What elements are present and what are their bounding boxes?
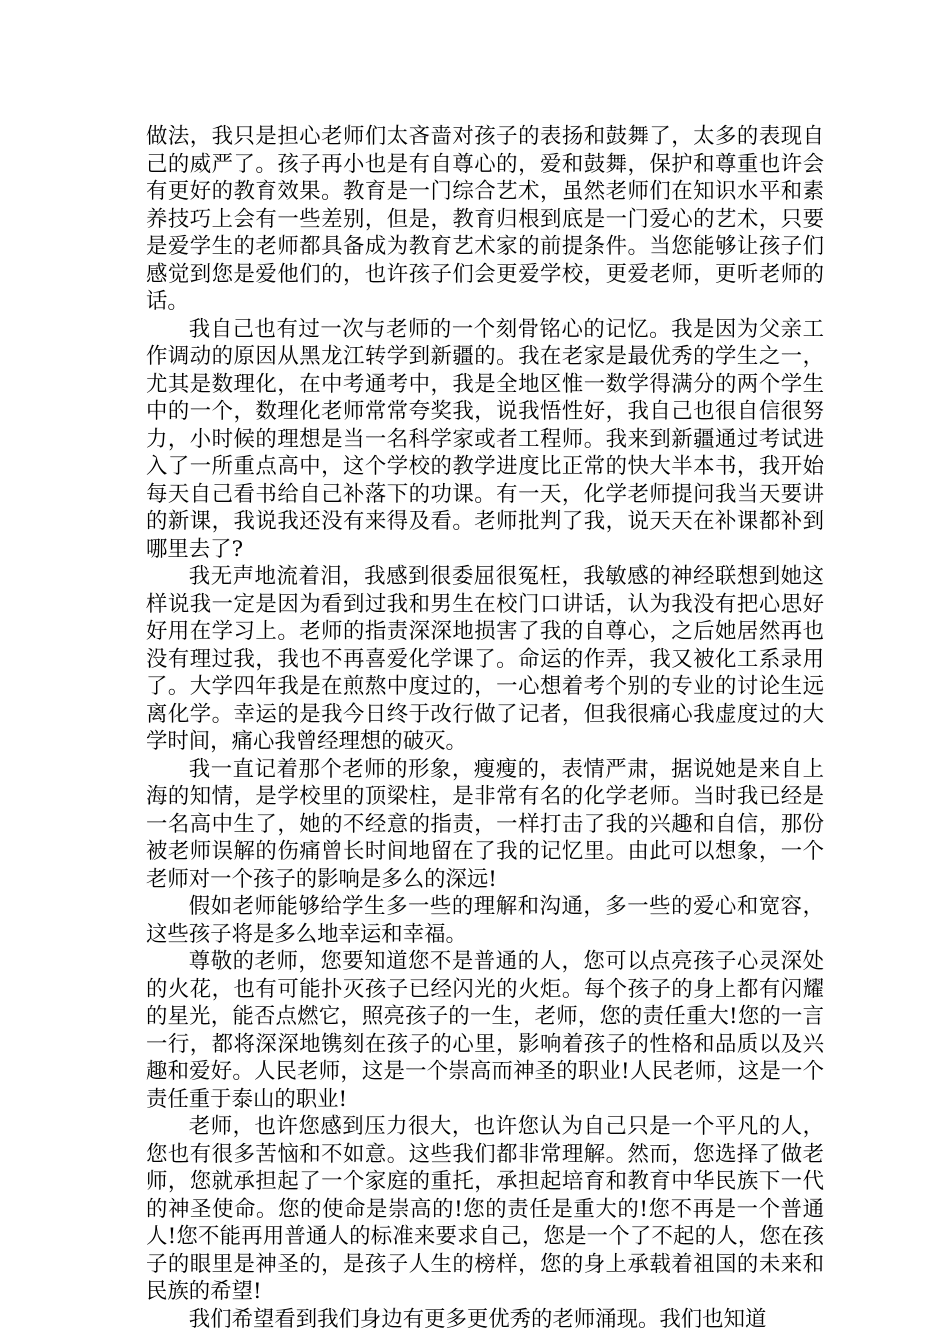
paragraph-8: 我们希望看到我们身边有更多更优秀的老师涌现。我们也知道 bbox=[188, 1306, 767, 1332]
paragraph-2: 我自己也有过一次与老师的一个刻骨铭心的记忆。我是因为父亲工作调动的原因从黑龙江转学到新疆的。我在老家是最优秀的学生之一，尤其是数理化，在中考通考中，我是全地区惟一数学得满分的两个学生中的一个，数理化老师常常夸奖我，说我悟性好，我自己也很自信很努力，小时候的理想是当一名科学家或者工程师。我来到新疆通过考试进入了一所重点高中，这个学校的教学进度比正常的快大半本书，我开始每天自己看书给自己补落下的功课。有一天，化学老师提问我当天要讲的新课，我说我还没有来得及看。老师批判了我，说天天在补课都补到哪里去了? bbox=[146, 316, 824, 562]
paragraph-4: 我一直记着那个老师的形象，瘦瘦的，表情严肃，据说她是来自上海的知情，是学校里的顶梁柱，是非常有名的化学老师。当时我已经是一名高中生了，她的不经意的指责，一样打击了我的兴趣和自信，那份被老师误解的伤痛曾长时间地留在了我的记忆里。由此可以想象，一个老师对一个孩子的影响是多么的深远! bbox=[146, 756, 824, 892]
paragraph-3: 我无声地流着泪，我感到很委屈很冤枉，我敏感的神经联想到她这样说我一定是因为看到过我和男生在校门口讲话，认为我没有把心思好好用在学习上。老师的指责深深地损害了我的自尊心，之后她居然再也没有理过我，我也不再喜爱化学课了。命运的作弄，我又被化工系录用了。大学四年我是在煎熬中度过的，一心想着考个别的专业的讨论生远离化学。幸运的是我今日终于改行做了记者，但我很痛心我虚度过的大学时间，痛心我曾经理想的破灭。 bbox=[146, 564, 824, 754]
document-body bbox=[146, 123, 824, 1333]
paragraph-7: 老师，也许您感到压力很大，也许您认为自己只是一个平凡的人，您也有很多苦恼和不如意。这些我们都非常理解。然而，您选择了做老师，您就承担起了一个家庭的重托，承担起培育和教育中华民族下一代的神圣使命。您的使命是崇高的!您的责任是重大的!您不再是一个普通人!您不能再用普通人的标准来要求自己，您是一个了不起的人，您在孩子的眼里是神圣的，是孩子人生的榜样，您的身上承载着祖国的未来和民族的希望! bbox=[146, 1114, 824, 1304]
paragraph-6: 尊敬的老师，您要知道您不是普通的人，您可以点亮孩子心灵深处的火花，也有可能扑灭孩子已经闪光的火炬。每个孩子的身上都有闪耀的星光，能否点燃它，照亮孩子的一生，老师，您的责任重大!您的一言一行，都将深深地镌刻在孩子的心里，影响着孩子的性格和品质以及兴趣和爱好。人民老师，这是一个崇高而神圣的职业!人民老师，这是一个责任重于泰山的职业! bbox=[146, 949, 824, 1112]
paragraph-1: 做法，我只是担心老师们太吝啬对孩子的表扬和鼓舞了，太多的表现自己的威严了。孩子再小也是有自尊心的，爱和鼓舞，保护和尊重也许会有更好的教育效果。教育是一门综合艺术，虽然老师们在知识水平和素养技巧上会有一些差别，但是，教育归根到底是一门爱心的艺术，只要是爱学生的老师都具备成为教育艺术家的前提条件。当您能够让孩子们感觉到您是爱他们的，也许孩子们会更爱学校，更爱老师，更听老师的话。 bbox=[146, 124, 824, 314]
paragraph-5: 假如老师能够给学生多一些的理解和沟通，多一些的爱心和宽容，这些孩子将是多么地幸运和幸福。 bbox=[146, 894, 824, 947]
